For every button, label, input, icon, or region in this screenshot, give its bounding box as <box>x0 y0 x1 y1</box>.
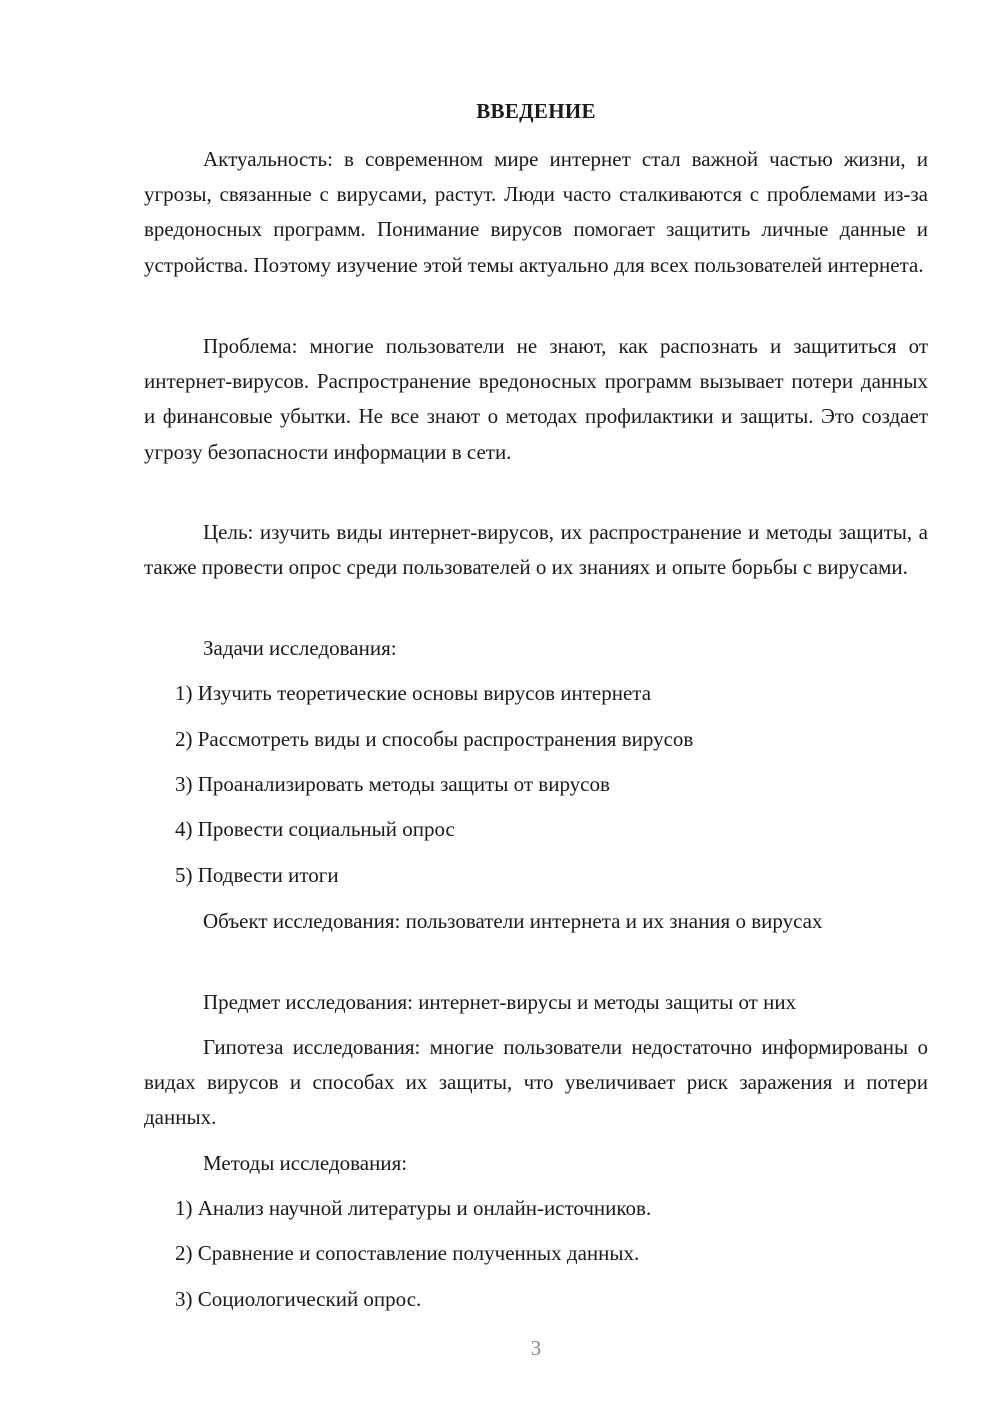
method-item-3: 3) Социологический опрос. <box>175 1287 422 1311</box>
goal-paragraph: Цель: изучить виды интернет-вирусов, их распространение и методы защиты, а также провести опрос среди пользователей о их знаниях и опыте борьбы с вирусами. <box>144 520 928 580</box>
problem-paragraph: Проблема: многие пользователи не знают, как распознать и защититься от интернет-вирусов. Распространение вредоносных программ вызывает потери данных и финансовые убытки. Не все знают о методах профилактики и защиты. Это создает угрозу безопасности информации в сети. <box>144 334 928 464</box>
task-item-5: 5) Подвести итоги <box>175 863 339 887</box>
page-number: 3 <box>530 1336 542 1360</box>
hypothesis-paragraph: Гипотеза исследования: многие пользователи недостаточно информированы о видах вирусов и способах их защиты, что увеличивает риск заражения и потери данных. <box>144 1035 928 1130</box>
method-item-2: 2) Сравнение и сопоставление полученных данных. <box>175 1241 640 1265</box>
page-title: ВВЕДЕНИЕ <box>476 99 596 123</box>
subject-paragraph: Предмет исследования: интернет-вирусы и методы защиты от них <box>203 990 797 1014</box>
object-paragraph: Объект исследования: пользователи интернета и их знания о вирусах <box>203 909 823 933</box>
relevance-paragraph: Актуальность: в современном мире интернет стал важной частью жизни, и угрозы, связанные с вирусами, растут. Люди часто сталкиваются с проблемами из-за вредоносных программ. Понимание вирусов помогает защитить личные данные и устройства. Поэтому изучение этой темы актуально для всех пользователей интернета. <box>144 147 928 277</box>
task-item-3: 3) Проанализировать методы защиты от вирусов <box>175 772 610 796</box>
methods-heading: Методы исследования: <box>203 1151 408 1175</box>
task-item-1: 1) Изучить теоретические основы вирусов интернета <box>175 681 652 705</box>
task-item-4: 4) Провести социальный опрос <box>175 817 455 841</box>
task-item-2: 2) Рассмотреть виды и способы распространения вирусов <box>175 727 694 751</box>
tasks-heading: Задачи исследования: <box>203 636 397 660</box>
method-item-1: 1) Анализ научной литературы и онлайн-источников. <box>175 1196 652 1220</box>
